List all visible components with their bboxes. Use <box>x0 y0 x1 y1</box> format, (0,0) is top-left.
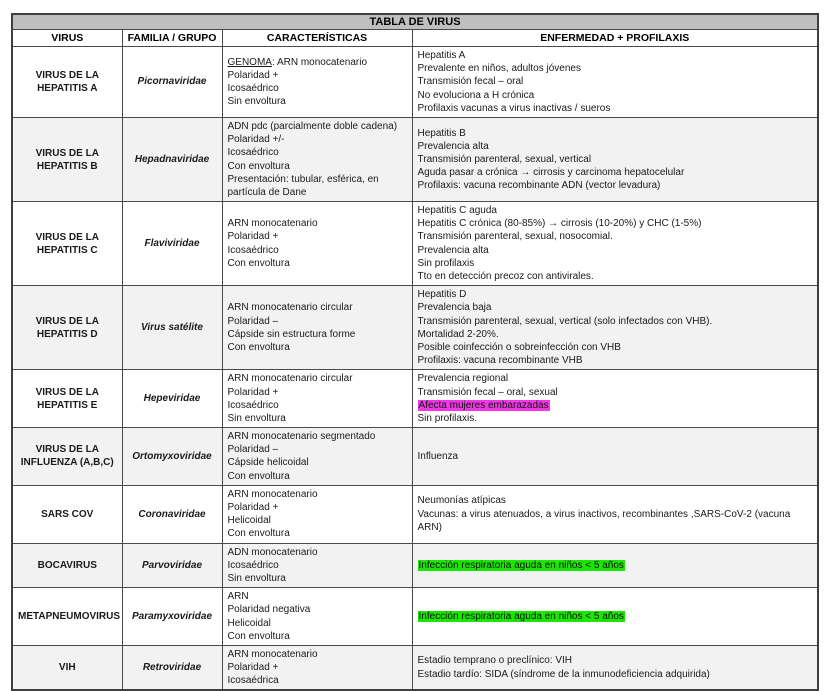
text-line: Con envoltura <box>227 470 290 482</box>
text-line: GENOMA: ARN monocatenario <box>227 56 368 68</box>
column-header-familia: FAMILIA / GRUPO <box>122 30 222 47</box>
caracteristicas-cell <box>222 485 412 543</box>
text-line: Polaridad +/- <box>227 134 285 146</box>
table-row <box>12 543 818 588</box>
text-line: Cápside helicoidal <box>227 457 309 469</box>
enfermedad-cell <box>412 286 818 370</box>
text-line: Helicoidal <box>227 617 271 629</box>
table-row <box>12 485 818 543</box>
text-line: ARN monocatenario <box>227 648 318 660</box>
text-line: Sin envoltura <box>227 572 286 584</box>
virus-cell: VIRUS DE LA HEPATITIS B <box>12 117 122 201</box>
highlighted-text: Infección respiratoria aguda en niños < 5 años <box>418 559 624 571</box>
text-line: Polaridad + <box>227 231 279 243</box>
text-line: ARN monocatenario circular <box>227 302 353 314</box>
virus-table <box>11 13 819 691</box>
text-line: Transmisión fecal – oral, sexual <box>417 386 558 398</box>
familia-cell: Paramyxoviridae <box>122 588 222 646</box>
underlined-text: GENOMA <box>227 56 272 68</box>
text-line: Icosaédrico <box>227 559 279 571</box>
text-line: Con envoltura <box>227 160 290 172</box>
column-header-enfermedad: ENFERMEDAD + PROFILAXIS <box>412 30 818 47</box>
text-line: Polaridad + <box>227 502 279 513</box>
text-line: ADN monocatenario <box>227 546 318 558</box>
table-row <box>12 428 818 486</box>
enfermedad-cell <box>412 485 818 543</box>
text-line: Posible coinfección o sobreinfección con VHB <box>417 341 621 353</box>
text-line: Neumonías atípicas <box>417 495 506 507</box>
table-row <box>12 202 818 286</box>
virus-cell: SARS COV <box>12 485 122 543</box>
text-line: Prevalencia alta <box>417 244 489 256</box>
text-line: Transmisión parenteral, sexual, vertical <box>417 153 592 165</box>
text-line: Helicoidal <box>227 515 271 527</box>
virus-cell: VIRUS DE LA HEPATITIS C <box>12 202 122 286</box>
text-line: Transmisión parenteral, sexual, vertical (solo infectados con VHB). <box>417 315 713 327</box>
text-line: Prevalencia alta <box>417 140 489 152</box>
familia-cell: Flaviviridae <box>122 202 222 286</box>
virus-cell: VIRUS DE LA INFLUENZA (A,B,C) <box>12 428 122 486</box>
table-row <box>12 286 818 370</box>
text-line: ARN <box>227 591 249 603</box>
enfermedad-cell <box>412 543 818 588</box>
text-line: Polaridad – <box>227 315 279 327</box>
familia-cell: Coronaviridae <box>122 485 222 543</box>
virus-cell: VIRUS DE LA HEPATITIS D <box>12 286 122 370</box>
table-row <box>12 588 818 646</box>
text-line <box>418 399 813 412</box>
text-line: Hepatitis B <box>417 127 466 139</box>
text-line: Profilaxis: vacuna recombinante ADN (vector levadura) <box>417 180 661 192</box>
text-line: Aguda pasar a crónica → cirrosis y carcinoma hepatocelular <box>417 167 685 179</box>
text-line: Con envoltura <box>227 257 290 269</box>
text-line: Polaridad + <box>227 69 279 81</box>
enfermedad-cell <box>412 428 818 486</box>
text-line: Sin envoltura <box>227 412 286 424</box>
caracteristicas-cell <box>222 645 412 690</box>
text-line: Estadio temprano o preclínico: VIH <box>417 655 573 667</box>
text-line: Transmisión fecal – oral <box>417 76 524 88</box>
table-row <box>12 47 818 118</box>
table-row <box>12 645 818 690</box>
table-header-row <box>12 30 818 47</box>
table-title-row <box>12 14 818 30</box>
enfermedad-cell <box>412 117 818 201</box>
text-line: Profilaxis: vacuna recombinante VHB <box>417 355 583 367</box>
text-line: Mortalidad 2-20%. <box>417 328 499 340</box>
text-line: Icosaédrica <box>227 675 279 687</box>
virus-table-body <box>12 47 818 691</box>
text-line: ARN monocatenario circular <box>227 373 353 385</box>
text-line <box>418 559 813 572</box>
virus-cell: BOCAVIRUS <box>12 543 122 588</box>
text-line: Profilaxis vacunas a virus inactivas / sueros <box>417 102 611 114</box>
text-line: Prevalencia baja <box>417 302 492 314</box>
familia-cell: Ortomyxoviridae <box>122 428 222 486</box>
text-line: Cápside sin estructura forme <box>227 328 356 340</box>
text-line: Hepatitis C crónica (80-85%) → cirrosis (10-20%) y CHC (1-5%) <box>417 218 702 230</box>
familia-cell: Virus satélite <box>122 286 222 370</box>
text-line: ARN monocatenario <box>227 218 318 230</box>
text-line: Transmisión parenteral, sexual, nosocomial. <box>417 231 613 243</box>
text-line: No evoluciona a H crónica <box>417 89 535 101</box>
text-line: Presentación: tubular, esférica, en partícula de Dane <box>227 173 379 198</box>
text-line: Polaridad + <box>227 386 279 398</box>
virus-cell: VIRUS DE LA HEPATITIS A <box>12 47 122 118</box>
text-line: Icosaédrico <box>227 244 279 256</box>
text-line: Polaridad negativa <box>227 604 311 616</box>
text-line: Sin envoltura <box>227 96 286 108</box>
table-row <box>12 370 818 428</box>
caracteristicas-cell <box>222 543 412 588</box>
virus-cell: VIRUS DE LA HEPATITIS E <box>12 370 122 428</box>
text-line: Polaridad + <box>227 662 279 674</box>
virus-cell: VIH <box>12 645 122 690</box>
text-line <box>418 610 813 623</box>
text-line: Icosaédrico <box>227 147 279 159</box>
virus-cell: METAPNEUMOVIRUS <box>12 588 122 646</box>
highlighted-text: Infección respiratoria aguda en niños < 5 años <box>418 610 624 622</box>
column-header-caracteristicas: CARACTERÍSTICAS <box>222 30 412 47</box>
familia-cell: Retroviridae <box>122 645 222 690</box>
enfermedad-cell <box>412 645 818 690</box>
caracteristicas-cell <box>222 117 412 201</box>
page-title: TABLA DE VIRUS <box>12 14 818 30</box>
column-header-virus: VIRUS <box>12 30 122 47</box>
enfermedad-cell <box>412 47 818 118</box>
text-line: Hepatitis D <box>417 289 467 301</box>
caracteristicas-cell <box>222 286 412 370</box>
text-line: Vacunas: a virus atenuados, a virus inactivos, recombinantes ,SARS-CoV-2 (vacuna ARN) <box>417 508 791 533</box>
text-line: Sin profilaxis <box>417 257 475 269</box>
caracteristicas-cell <box>222 428 412 486</box>
text-line: Icosaédrico <box>227 82 279 94</box>
caracteristicas-cell <box>222 47 412 118</box>
text-line: Estadio tardío: SIDA (síndrome de la inmunodeficiencia adquirida) <box>417 668 710 680</box>
caracteristicas-cell <box>222 202 412 286</box>
text-line: Sin profilaxis. <box>417 412 477 424</box>
familia-cell: Hepadnaviridae <box>122 117 222 201</box>
enfermedad-cell <box>412 202 818 286</box>
text-line: Prevalente en niños, adultos jóvenes <box>417 63 581 75</box>
text-line: ADN pdc (parcialmente doble cadena) <box>227 120 398 132</box>
text-line: Con envoltura <box>227 341 290 353</box>
familia-cell: Parvoviridae <box>122 543 222 588</box>
caracteristicas-cell <box>222 588 412 646</box>
enfermedad-cell <box>412 588 818 646</box>
enfermedad-cell <box>412 370 818 428</box>
text-line: Prevalencia regional <box>417 373 509 385</box>
familia-cell: Picornaviridae <box>122 47 222 118</box>
text-line: Polaridad – <box>227 444 279 456</box>
text-line: ARN monocatenario segmentado <box>227 431 376 443</box>
text-line: Hepatitis C aguda <box>417 205 497 217</box>
text-line: ARN monocatenario <box>227 488 318 500</box>
caracteristicas-cell <box>222 370 412 428</box>
text-line: Hepatitis A <box>417 50 466 61</box>
familia-cell: Hepeviridae <box>122 370 222 428</box>
highlighted-text: Afecta mujeres embarazadas <box>418 399 549 411</box>
text-line: Con envoltura <box>227 630 290 642</box>
text-line: Icosaédrico <box>227 399 279 411</box>
text-line: Tto en detección precoz con antivirales. <box>417 271 594 282</box>
text-line: Con envoltura <box>227 528 290 540</box>
text-line: Influenza <box>417 450 459 462</box>
table-row <box>12 117 818 201</box>
